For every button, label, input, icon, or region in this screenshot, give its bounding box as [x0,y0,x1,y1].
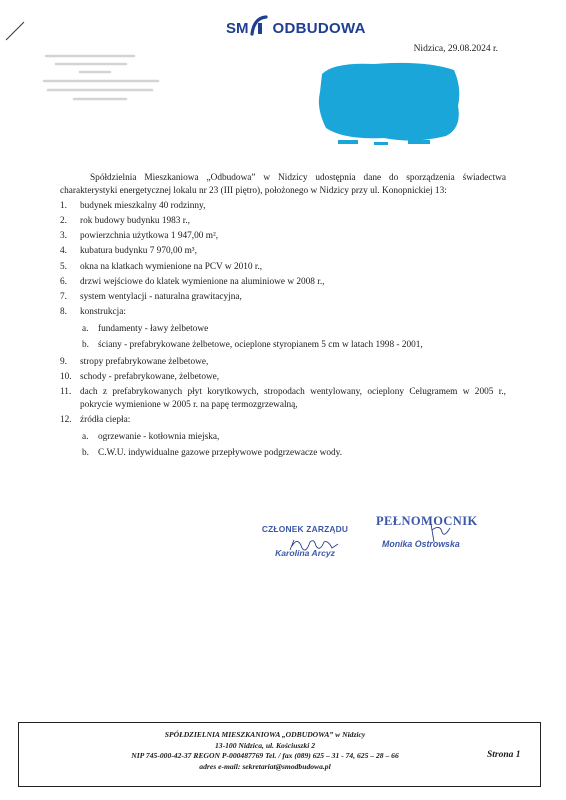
sublist-item: a. fundamenty - ławy żelbetowe [82,323,209,334]
logo-name: ODBUDOWA [272,20,366,37]
konstrukcja-sublist [80,323,506,352]
handwritten-signature [284,534,344,556]
list-item: 5. okna na klatkach wymienione na PCV w 2010 r., [60,261,263,272]
list-item: 2. rok budowy budynku 1983 r., [60,215,191,226]
faded-stamp-ghost [40,50,170,110]
board-member-title: CZŁONEK ZARZĄDU [261,524,349,534]
logo-prefix: SM [226,20,249,37]
list-item-konstrukcja: 8. konstrukcja: a. fundamenty - ławy żelbetowe b. ściany - prefabrykowane żelbetowe, ocieplone styropianem 5 cm w latach 1998 - 2001, [60,306,506,352]
list-item: 4. kubatura budynku 7 970,00 m³, [60,246,197,257]
list-item: 10. schody - prefabrykowane, żelbetowe, [60,372,220,383]
footer-email: adres e-mail: sekretariat@smodbudowa.pl [199,761,331,771]
proxy-title: PEŁNOMOCNIK [376,514,478,528]
document-date: Nidzica, 29.08.2024 r. [413,44,498,54]
list-item: 1. budynek mieszkalny 40 rodzinny, [60,200,206,211]
zrodla-sublist [80,431,506,460]
proxy-name: Monika Ostrowska [382,539,460,549]
signature-proxy [376,514,496,549]
page-number: Strona 1 [487,750,521,760]
list-item-zrodla: 12. źródła ciepła: a. ogrzewanie - kotłownia miejska, b. C.W.U. indywidualne gazowe przepływowe podgrzewacze wody. [60,414,506,460]
footer-address: 13-100 Nidzica, ul. Kościuszki 2 [215,740,315,750]
logo-arch-icon [250,14,272,36]
intro-paragraph: Spółdzielnia Mieszkaniowa „Odbudowa” w Nidzicy udostępnia dane do sporządzenia świadectwa charakterystyki energetycznej lokalu nr 23 (III piętro), położonego w Nidzicy przy ul. Konopnickiej 13: [60,173,506,196]
sublist-item: b. ściany - prefabrykowane żelbetowe, ocieplone styropianem 5 cm w latach 1998 - 2001, [82,340,423,351]
building-data-list [60,200,506,460]
redacted-address-blot [314,58,464,154]
pen-scratch-mark [4,18,28,42]
footer-registry-contact: NIP 745-000-42-37 REGON P-000487769 Tel. / fax (089) 625 – 31 - 74, 625 – 28 – 66 [131,751,399,760]
company-logo [226,14,366,36]
list-item: 11. dach z prefabrykowanych płyt korytkowych, stropodach wentylowany, ocieplony Celugramem w 2005 r., pokrycie wymienione w 2005 r. na papę termozgrzewalną, [60,387,506,410]
footer-company-name: SPÓŁDZIELNIA MIESZKANIOWA „ODBUDOWA” w Nidzicy [164,730,366,739]
list-item: 9. stropy prefabrykowane żelbetowe, [60,356,209,367]
board-member-name: Karolina Arcyz [275,548,335,558]
document-body [60,172,506,464]
sublist-item: b. C.W.U. indywidualne gazowe przepływowe podgrzewacze wody. [82,448,343,459]
signature-board-member [250,524,360,558]
footer-company-info [60,730,470,772]
list-item: 6. drzwi wejściowe do klatek wymienione na aluminiowe w 2008 r., [60,276,325,287]
list-item: 7. system wentylacji - naturalna grawitacyjna, [60,291,242,302]
handwritten-signature [420,516,460,544]
sublist-item: a. ogrzewanie - kotłownia miejska, [82,431,220,442]
list-item: 3. powierzchnia użytkowa 1 947,00 m², [60,231,219,242]
